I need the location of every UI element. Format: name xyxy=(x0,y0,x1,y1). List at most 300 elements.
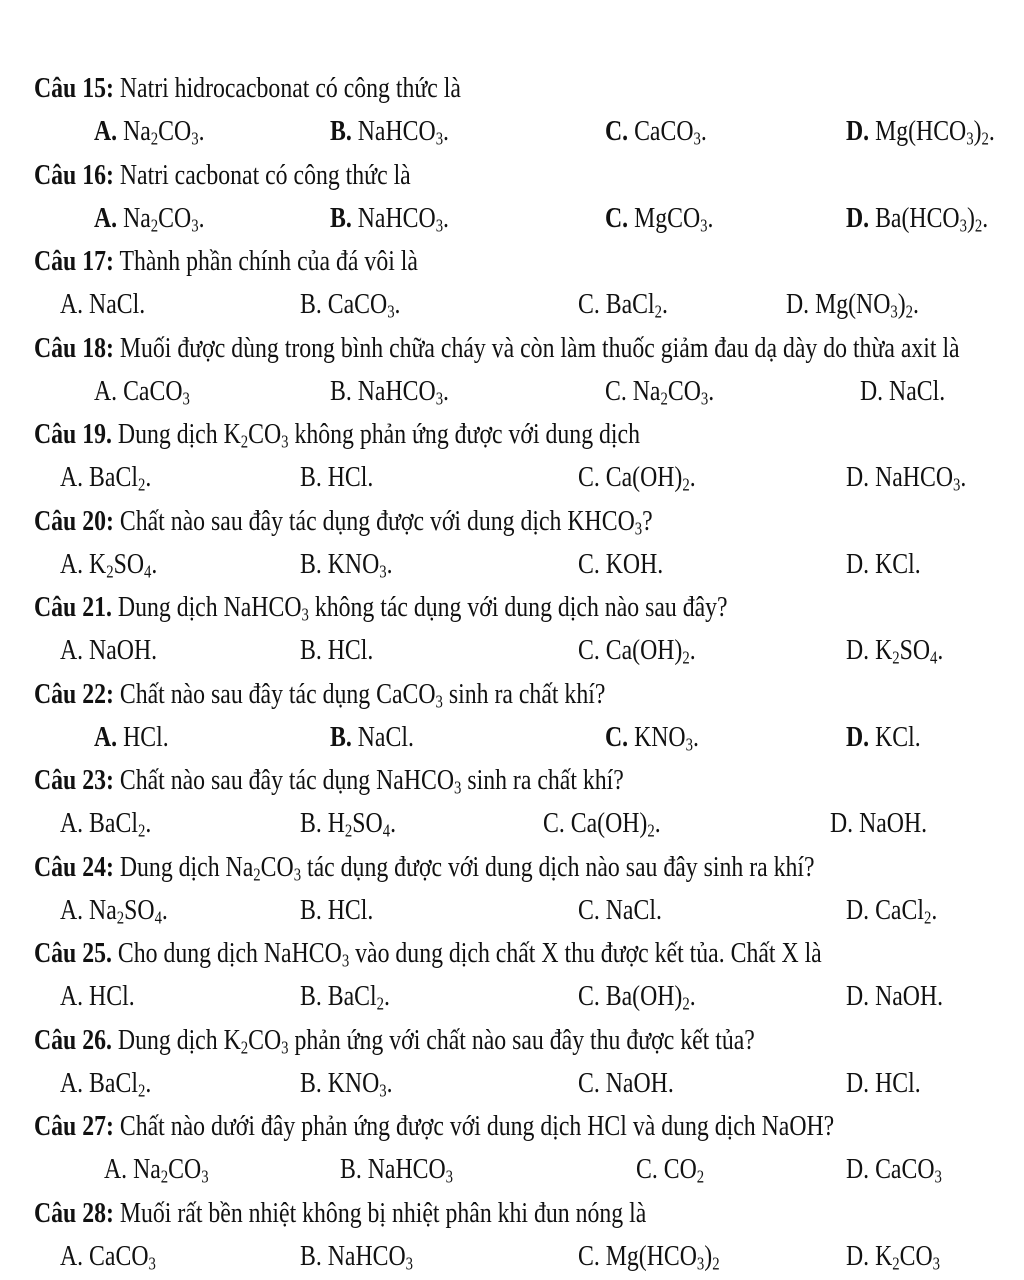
question-stem xyxy=(34,845,815,889)
text-run: NaHCO xyxy=(357,374,436,407)
question-number: Câu 20: xyxy=(33,504,114,537)
option-letter: A. xyxy=(59,288,84,320)
subscript: 2 xyxy=(647,820,655,841)
text-run: Ca(OH) xyxy=(570,807,648,839)
option-letter: C. xyxy=(577,547,600,580)
answer-options-row xyxy=(0,369,946,413)
text-run: phản ứng với chất nào sau đây thu được kết tủa? xyxy=(288,1023,755,1056)
option-letter: A. xyxy=(59,634,84,666)
option-letter: A. xyxy=(93,374,118,407)
text-run: ) xyxy=(973,115,982,147)
text-run: Chất nào sau đây tác dụng CaCO xyxy=(119,677,436,710)
subscript: 3 xyxy=(435,214,444,235)
text-run: CO xyxy=(260,850,294,883)
text-run: Dung dịch Na xyxy=(119,850,254,883)
text-run: sinh ra chất khí? xyxy=(461,764,624,796)
question-stem xyxy=(34,672,605,716)
subscript: 3 xyxy=(693,128,701,149)
text-run: . xyxy=(654,807,661,839)
text-run: Na xyxy=(133,1153,161,1185)
answer-option xyxy=(60,974,135,1018)
subscript: 3 xyxy=(405,1252,414,1273)
question-number: Câu 19. xyxy=(33,418,112,450)
answer-option xyxy=(605,369,714,413)
subscript: 3 xyxy=(379,1079,387,1100)
text-run: NaHCO xyxy=(357,201,436,234)
text-run: . xyxy=(145,461,152,493)
question-stem xyxy=(34,153,411,197)
answer-option xyxy=(60,628,157,672)
question-stem-row xyxy=(0,326,960,370)
text-run: . xyxy=(390,807,397,839)
text-run: Chất nào sau đây tác dụng NaHCO xyxy=(119,764,455,796)
text-run: CO xyxy=(158,201,192,234)
option-letter: B. xyxy=(329,720,352,753)
text-run: NaHCO xyxy=(875,461,954,493)
text-run: CO xyxy=(667,374,701,407)
text-run: NaHCO xyxy=(367,1153,446,1185)
subscript: 2 xyxy=(253,863,261,884)
subscript: 3 xyxy=(387,301,395,322)
answer-option xyxy=(94,196,205,240)
text-run: NaOH. xyxy=(605,1066,674,1099)
text-run: NaCl. xyxy=(89,288,146,320)
text-run: Natri cacbonat có công thức là xyxy=(119,158,411,191)
answer-option xyxy=(846,542,921,586)
text-run: K xyxy=(875,634,893,666)
subscript: 2 xyxy=(160,1166,169,1187)
text-run: . xyxy=(443,115,450,147)
question-stem-row xyxy=(0,758,840,802)
text-run: HCl. xyxy=(123,720,169,753)
text-run: SO xyxy=(352,807,383,839)
subscript: 2 xyxy=(682,993,690,1014)
text-run: KOH. xyxy=(605,547,664,580)
question-stem xyxy=(34,326,960,370)
answer-option xyxy=(860,369,945,413)
option-letter: A. xyxy=(93,720,118,753)
subscript: 3 xyxy=(182,387,190,408)
answer-option xyxy=(104,1147,209,1191)
text-run: . xyxy=(707,201,714,234)
answer-options-row xyxy=(0,715,921,759)
question-number: Câu 16: xyxy=(33,158,114,191)
subscript: 2 xyxy=(150,128,159,149)
answer-option xyxy=(578,282,668,326)
text-run: NaCl. xyxy=(605,893,662,926)
question-stem xyxy=(34,499,653,543)
answer-option xyxy=(846,628,943,672)
answer-option xyxy=(605,196,713,240)
subscript: 2 xyxy=(150,214,159,235)
subscript: 2 xyxy=(660,387,668,408)
question-number: Câu 24: xyxy=(33,850,114,883)
option-letter: D. xyxy=(829,807,854,839)
question-number: Câu 23: xyxy=(33,764,114,796)
text-run: BaCl xyxy=(89,807,138,839)
text-run: Ca(OH) xyxy=(605,461,683,493)
text-run: KNO xyxy=(327,1066,380,1099)
subscript: 2 xyxy=(654,301,663,322)
text-run: HCl. xyxy=(327,461,374,493)
answer-option xyxy=(636,1147,704,1191)
subscript: 3 xyxy=(959,214,967,235)
subscript: 3 xyxy=(445,1166,454,1187)
answer-option xyxy=(330,109,449,153)
answer-options-row xyxy=(0,196,989,240)
option-letter: B. xyxy=(299,893,322,926)
option-letter: C. xyxy=(604,115,629,147)
subscript: 4 xyxy=(930,647,938,668)
text-run: BaCl xyxy=(327,980,377,1012)
subscript: 4 xyxy=(144,560,152,581)
subscript: 2 xyxy=(682,647,690,668)
answer-option xyxy=(60,1234,156,1278)
option-letter: C. xyxy=(577,634,600,666)
option-letter: C. xyxy=(635,1153,658,1185)
answer-option xyxy=(578,1061,674,1105)
option-letter: B. xyxy=(299,1066,322,1099)
text-run: HCl. xyxy=(327,893,374,926)
text-run: không phản ứng được với dung dịch xyxy=(288,418,640,450)
option-letter: D. xyxy=(845,547,870,580)
subscript: 3 xyxy=(953,474,961,495)
option-letter: B. xyxy=(329,115,352,147)
answer-option xyxy=(300,888,373,932)
text-run: CaCO xyxy=(634,115,694,147)
text-run: NaOH. xyxy=(875,980,944,1012)
option-letter: B. xyxy=(329,374,352,407)
answer-options-row xyxy=(0,801,928,845)
text-run: Ca(OH) xyxy=(605,634,683,666)
answer-option xyxy=(578,455,696,499)
subscript: 3 xyxy=(685,733,693,754)
text-run: K xyxy=(875,1239,893,1272)
option-letter: B. xyxy=(339,1153,362,1185)
text-run: Chất nào sau đây tác dụng được với dung dịch KHCO xyxy=(119,504,635,537)
text-run: Chất nào dưới đây phản ứng được với dung dịch HCl và dung dịch NaOH? xyxy=(119,1110,835,1142)
subscript: 3 xyxy=(435,387,444,408)
option-letter: A. xyxy=(59,547,84,580)
text-run: CaCO xyxy=(123,374,183,407)
text-run: CaCO xyxy=(89,1239,149,1272)
text-run: . xyxy=(443,201,450,234)
answer-option xyxy=(300,1061,393,1105)
text-run: CO xyxy=(899,1239,933,1272)
option-letter: A. xyxy=(93,201,118,234)
option-letter: B. xyxy=(299,634,322,666)
option-letter: C. xyxy=(604,201,629,234)
answer-option xyxy=(605,109,707,153)
answer-option xyxy=(330,715,414,759)
text-run: Natri hidrocacbonat có công thức là xyxy=(119,72,461,104)
text-run: CaCO xyxy=(327,288,388,320)
text-run: . xyxy=(689,980,696,1012)
answer-option xyxy=(846,196,988,240)
text-run: . xyxy=(689,634,696,666)
text-run: Na xyxy=(89,893,117,926)
question-number: Câu 26. xyxy=(33,1023,112,1056)
question-stem-row xyxy=(0,66,840,110)
answer-options-row xyxy=(0,974,944,1018)
option-letter: B. xyxy=(329,201,352,234)
subscript: 3 xyxy=(191,214,199,235)
text-run: NaHCO xyxy=(327,1239,406,1272)
subscript: 3 xyxy=(890,301,898,322)
answer-options-row xyxy=(0,888,938,932)
option-letter: C. xyxy=(577,893,600,926)
subscript: 2 xyxy=(923,906,932,927)
text-run: SO xyxy=(113,547,145,580)
text-run: BaCl xyxy=(89,461,138,493)
text-run: ) xyxy=(897,288,906,320)
option-letter: D. xyxy=(785,288,810,320)
answer-options-row xyxy=(0,1061,921,1105)
text-run: Cho dung dịch NaHCO xyxy=(117,937,342,969)
answer-option xyxy=(60,282,145,326)
text-run: NaHCO xyxy=(357,115,436,147)
text-run: HCl. xyxy=(89,980,135,1012)
subscript: 3 xyxy=(696,1252,705,1273)
option-letter: D. xyxy=(845,201,870,234)
answer-option xyxy=(846,109,995,153)
answer-options-row xyxy=(0,542,921,586)
subscript: 2 xyxy=(137,820,146,841)
text-run: KCl. xyxy=(875,720,921,753)
question-number: Câu 25. xyxy=(33,937,112,969)
subscript: 3 xyxy=(700,214,708,235)
answer-option xyxy=(846,974,943,1018)
text-run: KNO xyxy=(634,720,686,753)
subscript: 2 xyxy=(905,301,914,322)
answer-option xyxy=(300,282,401,326)
text-run: . xyxy=(151,547,158,580)
text-run: vào dung dịch chất X thu được kết tủa. Chất X là xyxy=(349,937,822,969)
subscript: 2 xyxy=(682,474,690,495)
subscript: 3 xyxy=(301,604,309,625)
question-number: Câu 27: xyxy=(33,1110,114,1142)
subscript: 3 xyxy=(201,1166,209,1187)
subscript: 3 xyxy=(148,1252,156,1273)
question-stem xyxy=(34,1018,755,1062)
question-stem-row xyxy=(0,845,840,889)
text-run: ) xyxy=(704,1239,713,1272)
text-run: Na xyxy=(123,115,151,147)
subscript: 2 xyxy=(892,1252,900,1273)
option-letter: C. xyxy=(577,461,600,493)
answer-option xyxy=(846,1061,921,1105)
answer-option xyxy=(300,801,396,845)
question-number: Câu 15: xyxy=(33,72,114,104)
text-run: K xyxy=(89,547,107,580)
answer-option xyxy=(340,1147,453,1191)
question-number: Câu 28: xyxy=(33,1196,114,1229)
answer-option xyxy=(578,1234,720,1278)
option-letter: A. xyxy=(59,1239,84,1272)
text-run: NaOH. xyxy=(859,807,928,839)
subscript: 3 xyxy=(966,128,974,149)
answer-option xyxy=(543,801,661,845)
question-stem-row xyxy=(0,672,840,716)
answer-option xyxy=(60,455,151,499)
answer-option xyxy=(300,542,393,586)
option-letter: D. xyxy=(845,720,870,753)
subscript: 4 xyxy=(154,906,162,927)
question-stem-row xyxy=(0,1191,840,1235)
text-run: . xyxy=(145,1066,152,1099)
text-run: . xyxy=(145,807,152,839)
option-letter: C. xyxy=(577,980,600,1012)
subscript: 3 xyxy=(932,1252,941,1273)
subscript: 2 xyxy=(712,1252,720,1273)
option-letter: D. xyxy=(845,980,870,1012)
subscript: 3 xyxy=(293,863,302,884)
answer-options-row xyxy=(0,282,919,326)
question-stem-row xyxy=(0,1018,840,1062)
text-run: CaCO xyxy=(875,1153,935,1185)
question-number: Câu 17: xyxy=(33,245,114,277)
text-run: . xyxy=(708,374,715,407)
text-run: Dung dịch NaHCO xyxy=(117,591,302,623)
subscript: 3 xyxy=(379,560,387,581)
option-letter: C. xyxy=(604,720,629,753)
answer-option xyxy=(830,801,927,845)
subscript: 2 xyxy=(137,474,146,495)
text-run: Na xyxy=(632,374,661,407)
subscript: 3 xyxy=(700,387,709,408)
answer-option xyxy=(578,888,662,932)
text-run: . xyxy=(384,980,390,1012)
text-run: . xyxy=(937,634,944,666)
subscript: 3 xyxy=(281,431,289,452)
text-run: . xyxy=(689,461,696,493)
text-run: Na xyxy=(123,201,151,234)
answer-option xyxy=(786,282,919,326)
text-run: . xyxy=(198,201,205,234)
text-run: Ba(HCO xyxy=(875,201,960,234)
text-run: sinh ra chất khí? xyxy=(442,677,606,710)
text-run: Muối được dùng trong bình chữa cháy và còn làm thuốc giảm đau dạ dày do thừa axit là xyxy=(119,331,960,364)
subscript: 3 xyxy=(281,1036,289,1057)
text-run: ? xyxy=(642,504,653,537)
text-run: . xyxy=(700,115,707,147)
text-run: CO xyxy=(248,418,282,450)
option-letter: A. xyxy=(59,893,84,926)
answer-option xyxy=(300,974,390,1018)
text-run: . xyxy=(662,288,668,320)
option-letter: B. xyxy=(299,980,322,1012)
subscript: 2 xyxy=(344,820,353,841)
option-letter: C. xyxy=(577,1066,600,1099)
option-letter: D. xyxy=(859,374,884,407)
question-stem-row xyxy=(0,499,840,543)
subscript: 2 xyxy=(376,993,385,1014)
text-run: MgCO xyxy=(634,201,701,234)
answer-option xyxy=(846,1234,940,1278)
subscript: 4 xyxy=(382,820,391,841)
text-run: NaCl. xyxy=(357,720,414,753)
text-run: CO xyxy=(248,1023,282,1056)
option-letter: D. xyxy=(845,461,870,493)
option-letter: D. xyxy=(845,893,870,926)
question-stem-row xyxy=(0,1104,840,1148)
answer-option xyxy=(330,196,449,240)
option-letter: A. xyxy=(59,1066,84,1099)
answer-option xyxy=(60,1061,151,1105)
text-run: . xyxy=(913,288,919,320)
question-stem-row xyxy=(0,585,840,629)
text-run: . xyxy=(161,893,168,926)
subscript: 2 xyxy=(981,128,989,149)
text-run: Muối rất bền nhiệt không bị nhiệt phân khi đun nóng là xyxy=(119,1196,647,1229)
text-run: CO xyxy=(168,1153,202,1185)
text-run: Dung dịch K xyxy=(117,1023,241,1056)
option-letter: A. xyxy=(59,807,84,839)
answer-options-row xyxy=(0,455,967,499)
text-run: . xyxy=(443,374,450,407)
question-number: Câu 21. xyxy=(33,591,112,623)
answer-option xyxy=(846,455,966,499)
question-stem xyxy=(34,412,640,456)
text-run: . xyxy=(692,720,699,753)
subscript: 3 xyxy=(454,777,462,798)
option-letter: C. xyxy=(577,1239,600,1272)
question-stem xyxy=(34,585,728,629)
answer-option xyxy=(300,628,373,672)
text-run: CO xyxy=(158,115,192,147)
answer-option xyxy=(846,1147,942,1191)
question-number: Câu 18: xyxy=(33,331,114,364)
question-stem-row xyxy=(0,931,840,975)
option-letter: A. xyxy=(59,461,84,493)
option-letter: A. xyxy=(59,980,84,1012)
option-letter: D. xyxy=(845,634,870,666)
text-run: BaCl xyxy=(89,1066,138,1099)
answer-option xyxy=(578,628,696,672)
answer-options-row xyxy=(0,628,944,672)
subscript: 2 xyxy=(106,560,114,581)
text-run: tác dụng được với dung dịch nào sau đây sinh ra khí? xyxy=(301,850,815,883)
subscript: 2 xyxy=(892,647,900,668)
text-run: . xyxy=(960,461,967,493)
text-run: SO xyxy=(124,893,155,926)
question-number: Câu 22: xyxy=(33,677,114,710)
subscript: 2 xyxy=(974,214,983,235)
subscript: 2 xyxy=(240,431,249,452)
option-letter: C. xyxy=(577,288,600,320)
option-letter: D. xyxy=(845,1239,870,1272)
subscript: 3 xyxy=(435,690,443,711)
option-letter: D. xyxy=(845,1066,870,1099)
option-letter: B. xyxy=(299,547,322,580)
text-run: HCl. xyxy=(875,1066,921,1099)
text-run: KCl. xyxy=(875,547,921,580)
option-letter: D. xyxy=(845,1153,870,1185)
option-letter: A. xyxy=(93,115,118,147)
subscript: 3 xyxy=(435,128,444,149)
subscript: 2 xyxy=(137,1079,146,1100)
answer-options-row xyxy=(0,109,995,153)
option-letter: B. xyxy=(299,1239,322,1272)
question-stem-row xyxy=(0,412,840,456)
text-run: NaCl. xyxy=(889,374,946,407)
option-letter: B. xyxy=(299,461,322,493)
subscript: 3 xyxy=(634,517,643,538)
answer-option xyxy=(60,542,157,586)
question-stem xyxy=(34,758,624,802)
text-run: . xyxy=(386,547,393,580)
text-run: KNO xyxy=(327,547,380,580)
